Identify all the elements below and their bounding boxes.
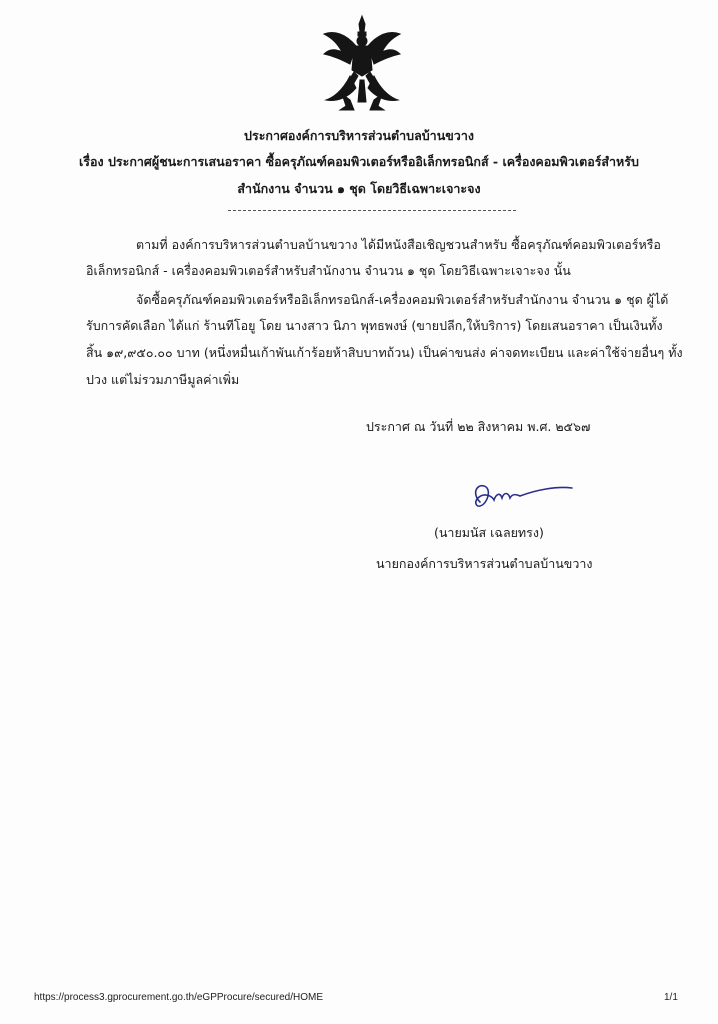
- paragraph-2-line-1: จัดซื้อครุภัณฑ์คอมพิวเตอร์หรืออิเล็กทรอนิกส์-เครื่องคอมพิวเตอร์สำหรับสำนักงาน จำนวน ๑ ชุด ผู้ได้: [136, 292, 669, 307]
- subject-line-2: สำนักงาน จำนวน ๑ ชุด โดยวิธีเฉพาะเจาะจง: [237, 181, 481, 196]
- paragraph-2-line-2: รับการคัดเลือก ได้แก่ ร้านทีโอยู โดย นางสาว นิภา พุทธพงษ์ (ขายปลีก,ให้บริการ) โดยเสนอราคา เป็นเงินทั้ง: [86, 318, 663, 333]
- announce-date: ประกาศ ณ วันที่ ๒๒ สิงหาคม พ.ศ. ๒๕๖๗: [366, 419, 591, 434]
- signer-title: นายกองค์การบริหารส่วนตำบลบ้านขวาง: [376, 556, 593, 571]
- paragraph-1-line-1: ตามที่ องค์การบริหารส่วนตำบลบ้านขวาง ได้มีหนังสือเชิญชวนสำหรับ ซื้อครุภัณฑ์คอมพิวเตอร์หรือ: [136, 237, 661, 252]
- handwritten-signature: [466, 476, 576, 516]
- page-number: 1/1: [664, 992, 678, 1003]
- subject-line-1: เรื่อง ประกาศผู้ชนะการเสนอราคา ซื้อครุภัณฑ์คอมพิวเตอร์หรืออิเล็กทรอนิกส์ - เครื่องคอมพิวเตอร์สำหรับ: [79, 154, 639, 169]
- paragraph-1-line-2: อิเล็กทรอนิกส์ - เครื่องคอมพิวเตอร์สำหรับสำนักงาน จำนวน ๑ ชุด โดยวิธีเฉพาะเจาะจง นั้น: [86, 263, 571, 278]
- paragraph-2-line-4: ปวง แต่ไม่รวมภาษีมูลค่าเพิ่ม: [86, 372, 240, 387]
- section-divider: [228, 210, 516, 211]
- document-title: ประกาศองค์การบริหารส่วนตำบลบ้านขวาง: [244, 128, 474, 143]
- signer-name: (นายมนัส เฉลยทรง): [434, 525, 544, 540]
- garuda-emblem-icon: [320, 14, 404, 114]
- paragraph-2-line-3: สิ้น ๑๙,๙๕๐.๐๐ บาท (หนึ่งหมื่นเก้าพันเก้าร้อยห้าสิบบาทถ้วน) เป็นค่าขนส่ง ค่าจดทะเบียน และค่าใช้จ่ายอื่นๆ ทั้ง: [86, 345, 683, 360]
- footer-url: https://process3.gprocurement.go.th/eGPProcure/secured/HOME: [34, 992, 324, 1003]
